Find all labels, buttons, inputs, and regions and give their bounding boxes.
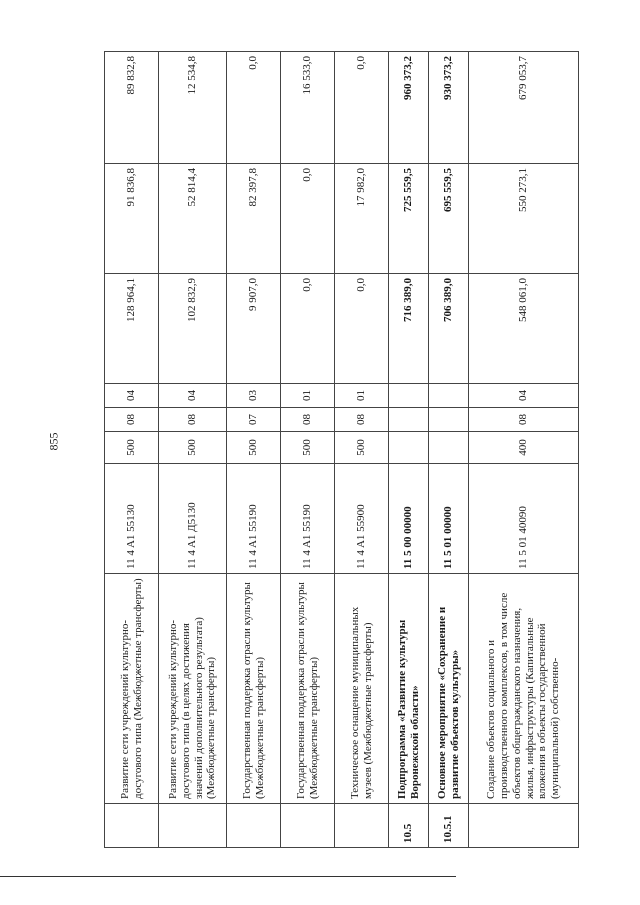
row-number: 10.5.1 bbox=[429, 804, 469, 848]
row-value-3: 89 832,8 bbox=[105, 52, 159, 164]
row-value-2: 550 273,1 bbox=[469, 164, 579, 274]
row-code: 11 4 A1 Д5130 bbox=[159, 464, 227, 574]
row-name: Развитие сети учреждений культурно-досугового типа (в целях достижения значений дополнительного результата) (Межбюджетные трансферты) bbox=[159, 574, 227, 804]
row-grbs: 500 bbox=[159, 432, 227, 464]
row-value-3: 0,0 bbox=[335, 52, 389, 164]
row-pr: 04 bbox=[159, 384, 227, 408]
row-value-3: 12 534,8 bbox=[159, 52, 227, 164]
row-value-1: 0,0 bbox=[335, 274, 389, 384]
page-number: 855 bbox=[46, 432, 61, 451]
row-name: Техническое оснащение муниципальных музеев (Межбюджетные трансферты) bbox=[335, 574, 389, 804]
table-row bbox=[335, 52, 389, 848]
row-pr: 04 bbox=[469, 384, 579, 408]
row-value-1: 9 907,0 bbox=[227, 274, 281, 384]
row-value-1: 716 389,0 bbox=[389, 274, 429, 384]
row-rz: 07 bbox=[227, 408, 281, 432]
row-code: 11 4 A1 55190 bbox=[281, 464, 335, 574]
row-value-1: 548 061,0 bbox=[469, 274, 579, 384]
row-pr: 03 bbox=[227, 384, 281, 408]
row-value-2: 0,0 bbox=[281, 164, 335, 274]
table-row bbox=[227, 52, 281, 848]
row-grbs: 500 bbox=[105, 432, 159, 464]
row-grbs bbox=[389, 432, 429, 464]
table-row bbox=[389, 52, 429, 848]
row-code: 11 5 01 40090 bbox=[469, 464, 579, 574]
row-code: 11 5 00 00000 bbox=[389, 464, 429, 574]
row-value-2: 695 559,5 bbox=[429, 164, 469, 274]
table-row bbox=[469, 52, 579, 848]
row-value-2: 82 397,8 bbox=[227, 164, 281, 274]
row-number: 10.5 bbox=[389, 804, 429, 848]
row-code: 11 4 A1 55130 bbox=[105, 464, 159, 574]
budget-table-region bbox=[104, 52, 628, 848]
table-row bbox=[159, 52, 227, 848]
row-grbs: 500 bbox=[281, 432, 335, 464]
row-value-3: 930 373,2 bbox=[429, 52, 469, 164]
row-value-1: 102 832,9 bbox=[159, 274, 227, 384]
row-name: Государственная поддержка отрасли культуры (Межбюджетные трансферты) bbox=[281, 574, 335, 804]
row-number bbox=[281, 804, 335, 848]
row-number bbox=[469, 804, 579, 848]
table-row bbox=[105, 52, 159, 848]
row-value-2: 52 814,4 bbox=[159, 164, 227, 274]
row-pr: 01 bbox=[335, 384, 389, 408]
row-value-1: 128 964,1 bbox=[105, 274, 159, 384]
row-number bbox=[105, 804, 159, 848]
row-rz: 08 bbox=[469, 408, 579, 432]
row-grbs: 500 bbox=[335, 432, 389, 464]
row-number bbox=[227, 804, 281, 848]
row-name: Государственная поддержка отрасли культуры (Межбюджетные трансферты) bbox=[227, 574, 281, 804]
budget-table bbox=[104, 51, 579, 848]
row-value-1: 706 389,0 bbox=[429, 274, 469, 384]
row-value-3: 679 053,7 bbox=[469, 52, 579, 164]
row-grbs: 500 bbox=[227, 432, 281, 464]
row-name: Развитие сети учреждений культурно-досугового типа (Межбюджетные трансферты) bbox=[105, 574, 159, 804]
row-code: 11 4 A1 55900 bbox=[335, 464, 389, 574]
row-rz: 08 bbox=[335, 408, 389, 432]
row-value-2: 725 559,5 bbox=[389, 164, 429, 274]
row-grbs bbox=[429, 432, 469, 464]
row-value-3: 960 373,2 bbox=[389, 52, 429, 164]
row-rz: 08 bbox=[105, 408, 159, 432]
row-value-3: 0,0 bbox=[227, 52, 281, 164]
row-grbs: 400 bbox=[469, 432, 579, 464]
row-value-1: 0,0 bbox=[281, 274, 335, 384]
row-rz bbox=[389, 408, 429, 432]
table-row bbox=[281, 52, 335, 848]
row-name: Создание объектов социального и производственного комплексов, в том числе объектов общегражданского назначения, жилья, инфраструктуры (Капитальные вложения в объекты государственной (муниципальной) собственно- bbox=[469, 574, 579, 804]
row-pr bbox=[429, 384, 469, 408]
row-number bbox=[335, 804, 389, 848]
row-number bbox=[159, 804, 227, 848]
row-code: 11 4 A1 55190 bbox=[227, 464, 281, 574]
row-value-3: 16 533,0 bbox=[281, 52, 335, 164]
row-value-2: 91 836,8 bbox=[105, 164, 159, 274]
row-value-2: 17 982,0 bbox=[335, 164, 389, 274]
row-rz bbox=[429, 408, 469, 432]
row-rz: 08 bbox=[159, 408, 227, 432]
row-pr: 04 bbox=[105, 384, 159, 408]
row-name: Подпрограмма «Развитие культуры Воронежской области» bbox=[389, 574, 429, 804]
row-rz: 08 bbox=[281, 408, 335, 432]
row-name: Основное мероприятие «Сохранение и развитие объектов культуры» bbox=[429, 574, 469, 804]
row-pr: 01 bbox=[281, 384, 335, 408]
row-code: 11 5 01 00000 bbox=[429, 464, 469, 574]
table-row bbox=[429, 52, 469, 848]
row-pr bbox=[389, 384, 429, 408]
footer-divider bbox=[0, 876, 456, 877]
